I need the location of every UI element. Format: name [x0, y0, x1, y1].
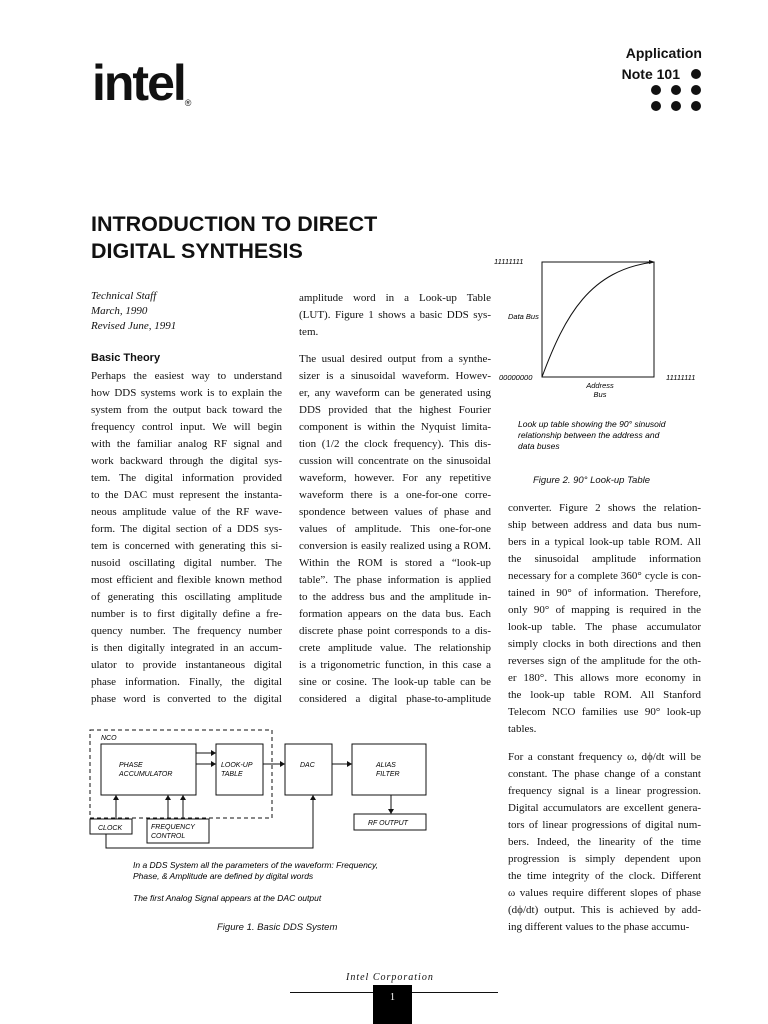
- text-line: of generating this oscillating amplitude: [91, 591, 282, 603]
- text-line: The usual desired output from a synthe-: [299, 353, 491, 365]
- phase-accumulator-block: [101, 744, 196, 795]
- text-line: Within the ROM is stored a “look-up: [299, 557, 491, 569]
- text-line: (dϕ/dt) output. This is achieved by add-: [508, 904, 701, 916]
- nco-label: NCO: [101, 735, 117, 742]
- fig1-note-1b: Phase, & Amplitude are defined by digital words: [133, 871, 314, 881]
- text-line: bers in a typical look-up table ROM. All: [508, 536, 701, 548]
- text-line: form. The digital section of a DDS sys-: [91, 523, 282, 535]
- footer-corporation: Intel Corporation: [346, 972, 434, 983]
- text-line: frequency control input. We will begin: [91, 421, 282, 433]
- address-label-2: Bus: [593, 390, 607, 399]
- text-line: ing different values to the phase accumu-: [508, 921, 690, 933]
- fig2-note-2: relationship between the address and: [518, 430, 660, 440]
- logo-text: intel: [92, 55, 185, 111]
- fig2-note-3: data buses: [518, 441, 560, 451]
- column2-text-b: [299, 351, 491, 708]
- rf-output-label: RF OUTPUT: [368, 820, 408, 827]
- freq-label-1: FREQUENCY: [151, 824, 195, 831]
- app-note-line2: Note 101: [621, 66, 680, 82]
- registered-mark: ®: [184, 98, 192, 108]
- text-line: spondence between values of phase and: [299, 506, 491, 518]
- alias-label-2: FILTER: [376, 771, 400, 778]
- text-line: look-up table. The phase accumulator: [508, 621, 701, 633]
- text-line: values of amplitude. This one-for-one: [299, 523, 491, 535]
- text-line: frequency signal is a linear progression.: [508, 785, 701, 797]
- page-number: 1: [373, 985, 412, 1024]
- text-line: tables.: [508, 723, 537, 735]
- byline: [91, 289, 176, 334]
- text-line: waveform, however. For any repetitive: [299, 472, 491, 484]
- section-heading: Basic Theory: [91, 352, 161, 364]
- origin-label: 00000000: [499, 373, 533, 382]
- text-line: neous amplitude value of the RF wave-: [91, 506, 282, 518]
- text-line: bers. Indeed, the linearity of the time: [508, 836, 701, 848]
- text-line: conversion is easily realized using a ROM.: [299, 540, 491, 552]
- text-line: quency number. The frequency number: [91, 625, 282, 637]
- text-line: is then digitally integrated in an accum-: [91, 642, 282, 654]
- text-line: DDS provided that the highest Fourier: [299, 404, 491, 416]
- dac-label: DAC: [300, 762, 315, 769]
- text-line: the look-up table ROM. All Stanford: [508, 689, 701, 701]
- title-line2: DIGITAL SYNTHESIS: [91, 239, 303, 263]
- text-line: er 180°. This allows more economy in: [508, 672, 701, 684]
- text-line: tained in 90° of information. Therefore,: [508, 587, 701, 599]
- text-line: reverses sign of the amplitude for the oth-: [508, 655, 701, 667]
- date: March, 1990: [91, 305, 148, 317]
- text-line: cussion will concentrate on the sinusoidal: [299, 455, 491, 467]
- text-line: progression is simply dependent upon: [508, 853, 701, 865]
- alias-label-1: ALIAS: [376, 762, 396, 769]
- plot-frame: [542, 262, 654, 377]
- fig1-note-2: The first Analog Signal appears at the DAC output: [133, 893, 322, 903]
- column2-text-a: [299, 290, 491, 341]
- text-line: how DDS systems work is to explain the: [91, 387, 282, 399]
- text-line: tem.: [299, 326, 319, 338]
- app-note-line1: Application: [625, 45, 702, 61]
- text-line: waveform there is a one-for-one corre-: [299, 489, 491, 501]
- text-line: system from the output back toward the: [91, 404, 282, 416]
- address-label-1: Address: [586, 381, 614, 390]
- text-line: most efficient and flexible known method: [91, 574, 282, 586]
- text-line: the time integrity of the clock. Different: [508, 870, 701, 882]
- text-line: phase word is converted to the digital: [91, 693, 282, 705]
- text-line: considered a digital phase-to-amplitude: [299, 693, 491, 705]
- text-line: simply clocks in both directions and then: [508, 638, 701, 650]
- revised-date: Revised June, 1991: [91, 320, 177, 332]
- phase-acc-label-1: PHASE: [119, 762, 143, 769]
- text-line: crete amplitude value. The relationship: [299, 642, 491, 654]
- text-line: For a constant frequency ω, dϕ/dt will be: [508, 751, 701, 763]
- text-line: sine or cosine. The look-up table can be: [299, 676, 491, 688]
- fig1-note-1a: In a DDS System all the parameters of the waveform: Frequency,: [133, 860, 379, 870]
- phase-acc-label-2: ACCUMULATOR: [119, 771, 173, 778]
- text-line: is a trigonometric function, in this case a: [299, 659, 491, 671]
- text-line: work backward through the digital sys-: [91, 455, 282, 467]
- text-line: with the familiar analog RF signal and: [91, 438, 282, 450]
- figure2-caption: Figure 2. 90° Look-up Table: [533, 475, 650, 486]
- figure1-dds-block-diagram: [86, 726, 446, 906]
- fig2-note-1: Look up table showing the 90° sinusoid: [518, 419, 666, 429]
- top-label: 11111111: [494, 257, 524, 266]
- text-line: converter. Figure 2 shows the relation-: [508, 502, 701, 514]
- column3-text-a: [508, 500, 701, 738]
- text-line: ω values require different slopes of phase: [508, 887, 701, 899]
- alias-filter-block: [352, 744, 426, 795]
- column3-text-b: [508, 749, 701, 936]
- text-line: Perhaps the easiest way to understand: [91, 370, 282, 382]
- right-label: 11111111: [666, 373, 696, 382]
- text-line: necessary for a complete 360° cycle is con-: [508, 570, 701, 582]
- text-line: Telecom NCO families use 90° look-up: [508, 706, 701, 718]
- clock-label: CLOCK: [98, 825, 123, 832]
- text-line: (LUT). Figure 1 shows a basic DDS sys-: [299, 309, 491, 321]
- text-line: phase information. Finally, the digital: [91, 676, 282, 688]
- dac-block: [285, 744, 332, 795]
- text-line: component is within the Nyquist limita-: [299, 421, 491, 433]
- text-line: ship between address and data bus num-: [508, 519, 701, 531]
- text-line: ulator to provide instantaneous digital: [91, 659, 282, 671]
- lookup-table-block: [216, 744, 263, 795]
- data-bus-label: Data Bus: [508, 312, 539, 321]
- text-line: to the DAC must represent the instanta-: [91, 489, 282, 501]
- column1-text: [91, 368, 282, 708]
- text-line: nusoid oscillating digital number. The: [91, 557, 282, 569]
- author: Technical Staff: [91, 290, 157, 302]
- text-line: Digital accumulators are excellent genera-: [508, 802, 701, 814]
- text-line: formation appears on the data bus. Each: [299, 608, 491, 620]
- nco-frame: [90, 730, 272, 818]
- text-line: sizer is a sinusoidal waveform. Howev-: [299, 370, 491, 382]
- text-line: tem is concerned with generating this si-: [91, 540, 282, 552]
- sinusoid-curve: [542, 262, 654, 377]
- text-line: only 90° of mapping is required in the: [508, 604, 701, 616]
- figure1-caption: Figure 1. Basic DDS System: [217, 922, 338, 933]
- text-line: amplitude word in a Look-up Table: [299, 292, 491, 304]
- freq-label-2: CONTROL: [151, 833, 186, 840]
- text-line: the sinusoidal amplitude information: [508, 553, 701, 565]
- text-line: tion (1/2 the clock frequency). This dis-: [299, 438, 491, 450]
- text-line: to the address bus and the amplitude in-: [299, 591, 491, 603]
- text-line: er, any waveform can be generated using: [299, 387, 491, 399]
- title-line1: INTRODUCTION TO DIRECT: [91, 212, 378, 236]
- text-line: tors of linear progressions of digital num-: [508, 819, 701, 831]
- text-line: table”. The phase information is applied: [299, 574, 491, 586]
- text-line: number is to first digitally define a fre-: [91, 608, 282, 620]
- text-line: discrete phase point corresponds to a dis-: [299, 625, 491, 637]
- text-line: constant. The phase change of a constant: [508, 768, 701, 780]
- dots-decoration-icon: [640, 66, 702, 116]
- lut-label-1: LOOK-UP: [221, 762, 253, 769]
- lut-label-2: TABLE: [221, 771, 243, 778]
- text-line: tem. The digital information provided: [91, 472, 282, 484]
- intel-logo: [92, 55, 192, 111]
- figure2-lookup-plot: [490, 250, 710, 460]
- page-title: [91, 211, 451, 265]
